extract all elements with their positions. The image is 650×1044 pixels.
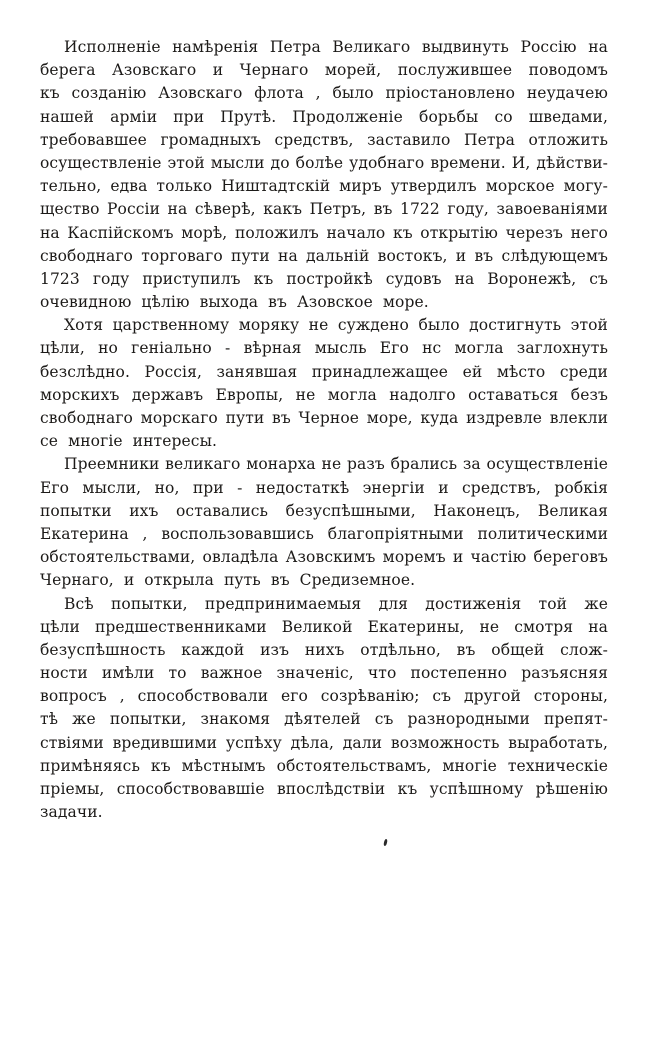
paragraph-4: [40, 593, 608, 825]
text-line: примѣняясь къ мѣстнымъ обстоятельствамъ, многіе техническіе: [40, 756, 608, 775]
text-line: ствіями вредившими успѣху дѣла, дали возможность выработать,: [40, 733, 608, 752]
paragraph-3: [40, 453, 608, 592]
text-line: Хотя царственному моряку не суждено было достигнуть этой: [64, 316, 608, 335]
text-line: на Каспійскомъ морѣ, положилъ начало къ открытію черезъ него: [40, 223, 608, 242]
text-line: ности имѣли то важное значеніс, что постепенно разъясняя: [40, 664, 608, 683]
text-line: Чернаго, и открыла путь въ Средиземное.: [40, 571, 416, 590]
text-line: свободнаго торговаго пути на дальній востокъ, и въ слѣдующемъ: [40, 246, 608, 265]
text-line: тельно, едва только Ништадтскій миръ утвердилъ морское могу-: [40, 177, 608, 196]
text-line: цѣли, но геніально - вѣрная мысль Его нс могла заглохнуть: [40, 339, 608, 358]
text-line: пріемы, способствовавшіе впослѣдствіи къ успѣшному рѣшенію: [40, 780, 608, 798]
text-line: Преемники великаго монарха не разъ брались за осуществленіе: [64, 455, 608, 474]
text-line: цѣли предшественниками Великой Екатерины, не смотря на: [40, 617, 608, 636]
text-line: безслѣдно. Россія, занявшая принадлежащее ей мѣсто среди: [40, 362, 608, 381]
text-line: вопросъ , способствовали его созрѣванію; съ другой стороны,: [40, 687, 608, 706]
ink-speck-artifact: [383, 839, 388, 847]
text-line: Всѣ попытки, предпринимаемыя для достиженія той же: [64, 594, 608, 613]
text-line: очевидною цѣлію выхода въ Азовское море.: [40, 293, 429, 312]
text-line: Его мысли, но, при - недостаткѣ энергіи и средствъ, робкія: [40, 478, 608, 497]
text-line: задачи.: [40, 803, 103, 822]
paragraph-2: [40, 314, 608, 453]
text-line: безуспѣшность каждой изъ нихъ отдѣльно, въ общей слож-: [40, 640, 608, 659]
text-line: нашей арміи при Прутѣ. Продолженіе борьбы со шведами,: [40, 107, 608, 126]
text-line: се многіе интересы.: [40, 432, 218, 451]
book-page: [40, 36, 608, 824]
text-line: требовавшее громадныхъ средствъ, заставило Петра отложить: [40, 130, 608, 149]
text-line: берега Азовскаго и Чернаго морей, послужившее поводомъ: [40, 61, 608, 80]
text-line: Исполненіе намѣренія Петра Великаго выдвинуть Россію на: [64, 38, 608, 56]
text-line: морскихъ державъ Европы, не могла надолго оставаться безъ: [40, 385, 608, 404]
text-line: свободнаго морскаго пути въ Черное море, куда издревле влекли: [40, 409, 608, 427]
text-line: осуществленіе этой мысли до болѣе удобнаго времени. И, дѣйстви-: [40, 153, 608, 172]
text-line: къ созданію Азовскаго флота , было пріостановлено неудачею: [40, 84, 608, 103]
text-line: тѣ же попытки, знакомя дѣятелей съ разнородными препят-: [40, 710, 608, 729]
text-line: Екатерина , воспользовавшись благопріятными политическими: [40, 524, 608, 543]
paragraph-1: [40, 36, 608, 314]
text-line: щество Россіи на сѣверѣ, какъ Петръ, въ 1722 году, завоеваніями: [40, 200, 608, 219]
text-line: попытки ихъ оставались безуспѣшными, Наконецъ, Великая: [40, 501, 608, 520]
text-line: обстоятельствами, овладѣла Азовскимъ моремъ и частію береговъ: [40, 548, 608, 567]
text-line: 1723 году приступилъ къ постройкѣ судовъ на Воронежѣ, съ: [40, 269, 608, 288]
